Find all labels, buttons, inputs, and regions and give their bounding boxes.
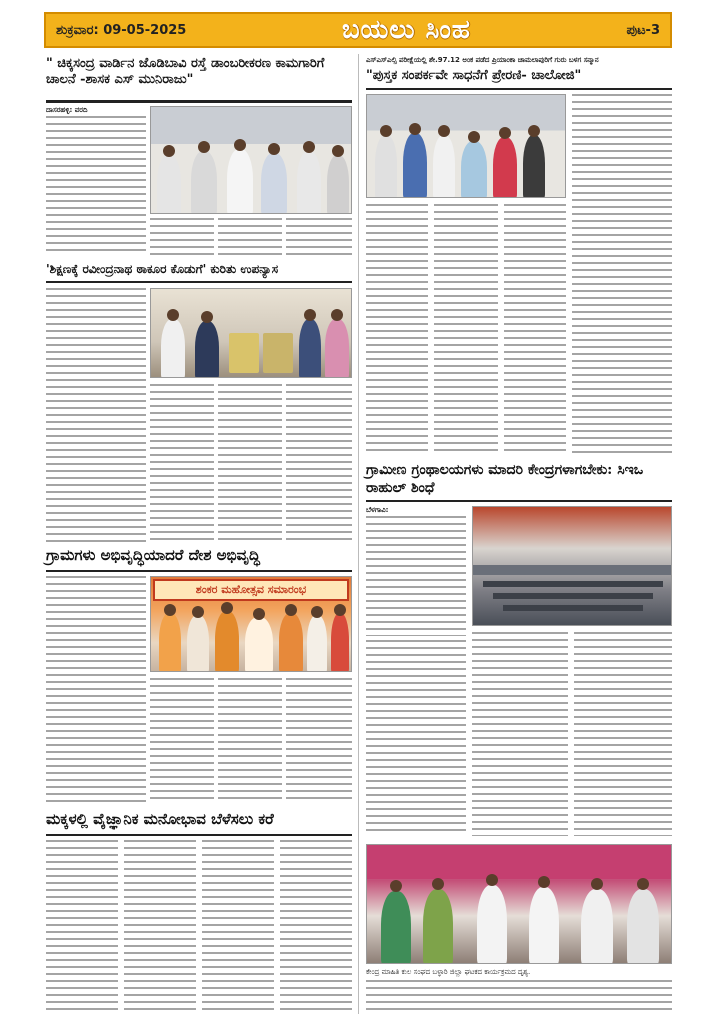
article-text xyxy=(280,840,352,1010)
caption-text xyxy=(366,980,672,1010)
article-text xyxy=(366,204,428,454)
newspaper-page xyxy=(36,4,676,1020)
photo-student-felicitation xyxy=(366,94,566,198)
newspaper-title: ಬಯಲು ಸಿಂಹ xyxy=(341,14,471,45)
dateline-road: ದಾಸರಹಳ್ಳಿ: ವರದಿ xyxy=(46,106,88,114)
headline-books: "ಪುಸ್ತಕ ಸಂಪರ್ಕವೇ ಸಾಧನೆಗೆ ಪ್ರೇರಣಿ- ಚಾಲೋಜಿ" xyxy=(366,68,582,83)
article-text xyxy=(574,632,672,836)
article-text xyxy=(286,384,352,544)
photo-tagore-lecture xyxy=(150,288,352,378)
article-text xyxy=(504,204,566,454)
photo-library-meeting xyxy=(472,506,672,626)
article-text xyxy=(46,288,146,544)
page-number: ಪುಟ-3 xyxy=(626,22,660,38)
headline-rule xyxy=(366,88,672,90)
article-text xyxy=(366,640,466,836)
article-text xyxy=(150,678,214,804)
photo-district-event xyxy=(366,844,672,964)
article-text xyxy=(218,678,282,804)
dateline-library: ಬೆಳಗಾವಿ: xyxy=(366,506,389,514)
article-text xyxy=(218,384,282,544)
issue-date: ಶುಕ್ರವಾರ: 09-05-2025 xyxy=(56,22,187,38)
article-text xyxy=(150,384,214,544)
article-text xyxy=(124,840,196,1010)
photo-caption: ಕೇಂದ್ರ ಮಾಹಿತಿ ಕುಲ ಸಂಘದ ಬಳ್ಳಾರಿ ಜಿಲ್ಲಾ ಘಟಕದ ಕಾರ್ಯಕ್ರಮದ ದೃಶ್ಯ. xyxy=(366,968,531,976)
headline-villages: ಗ್ರಾಮಗಳು ಅಭಿವೃದ್ಧಿಯಾದರೆ ದೇಶ ಅಭಿವೃದ್ಧಿ xyxy=(46,546,260,564)
masthead xyxy=(44,12,672,48)
article-text xyxy=(46,576,146,804)
headline-rule xyxy=(46,834,352,836)
article-text xyxy=(434,204,498,454)
headline-kids: ಮಕ್ಕಳಲ್ಲಿ ವೈಜ್ಞಾನಿಕ ಮನೋಭಾವ ಬೆಳೆಸಲು ಕರೆ xyxy=(46,810,274,828)
event-banner xyxy=(153,579,349,601)
photo-road-inauguration xyxy=(150,106,352,214)
article-text xyxy=(572,94,672,454)
headline-rule xyxy=(46,570,352,572)
photo-shankara-festival xyxy=(150,576,352,672)
article-text xyxy=(286,218,352,256)
article-text xyxy=(46,116,146,256)
headline-road: " ಚಿಕ್ಕಸಂದ್ರ ವಾರ್ಡಿನ ಜೊಡಿಬಾವಿ ರಸ್ತೆ ಡಾಂಬರೀಕರಣ ಕಾಮಗಾರಿಗೆ ಚಾಲನೆ -ಶಾಸಕ ಎಸ್ ಮುನಿರಾಜು" xyxy=(46,56,325,88)
headline-rule xyxy=(46,100,352,103)
event-banner-text: ಶಂಕರ ಮಹೋತ್ಸವ ಸಮಾರಂಭ xyxy=(195,583,307,596)
article-text xyxy=(150,218,214,256)
article-text xyxy=(366,516,466,636)
article-text xyxy=(218,218,282,256)
column-divider xyxy=(358,54,359,1014)
headline-rule xyxy=(366,500,672,502)
article-text xyxy=(472,632,568,836)
article-text xyxy=(286,678,352,804)
kicker-books: ಎಸ್ಎಸ್ಎಲ್ಸಿ ಪರೀಕ್ಷೆಯಲ್ಲಿ ಶೇ.97.12 ಅಂಕ ಪಡೆದ ಪ್ರಿಯಾಂಕಾ ಚಾಮಲಾಪುರಿಗೆ ಗುರು ಬಳಗ ಸನ್ಮಾನ xyxy=(366,56,599,64)
headline-rule xyxy=(46,281,352,283)
headline-tagore: 'ಶಿಕ್ಷಣಕ್ಕೆ ರವೀಂದ್ರನಾಥ ಠಾಕೂರ ಕೊಡುಗೆ' ಕುರಿತು ಉಪನ್ಯಾಸ xyxy=(46,262,279,276)
headline-library: ಗ್ರಾಮೀಣ ಗ್ರಂಥಾಲಯಗಳು ಮಾದರಿ ಕೇಂದ್ರಗಳಾಗಬೇಕು: ಸಿಇಒ ರಾಹುಲ್ ಶಿಂಧೆ xyxy=(366,462,644,496)
article-text xyxy=(202,840,274,1010)
article-text xyxy=(46,840,118,1010)
